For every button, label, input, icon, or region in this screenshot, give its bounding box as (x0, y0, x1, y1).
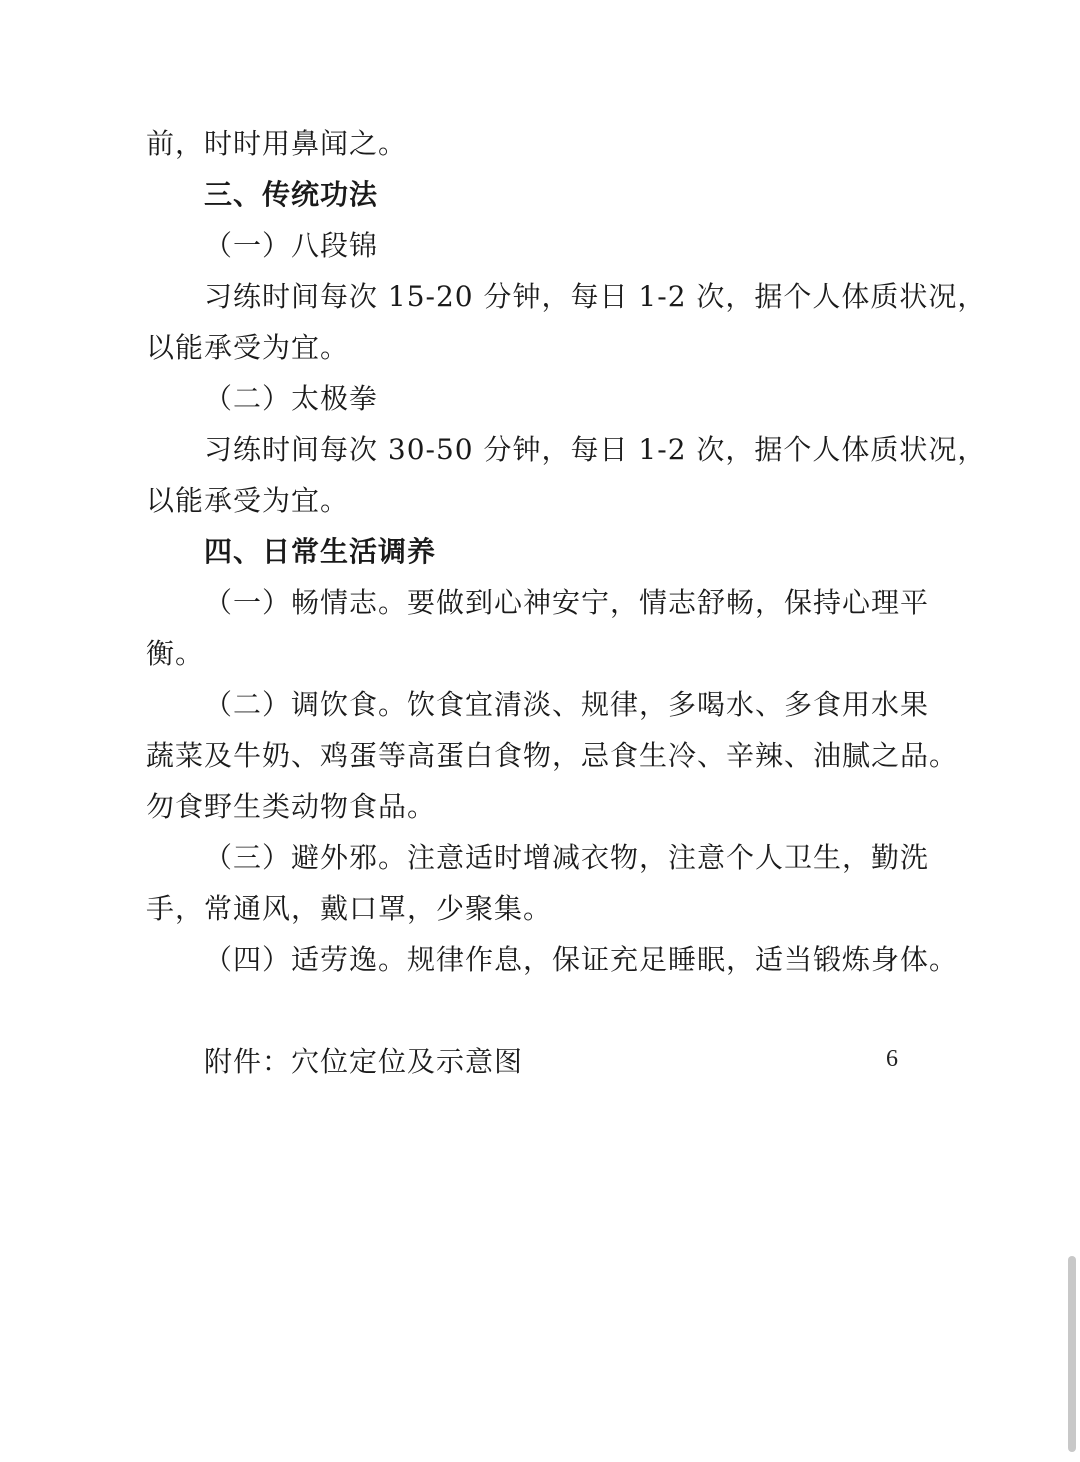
paragraph-line: 习练时间每次 30-50 分钟，每日 1-2 次，据个人体质状况， (204, 433, 987, 466)
subheading-baduanjin: （一）八段锦 (204, 229, 379, 262)
paragraph-line: 勿食野生类动物食品。 (146, 790, 437, 823)
paragraph-line: 以能承受为宜。 (146, 484, 350, 517)
paragraph-line: 以能承受为宜。 (146, 331, 350, 364)
subheading-taijiquan: （二）太极拳 (204, 382, 379, 415)
section-heading-traditional-exercises: 三、传统功法 (204, 178, 379, 211)
paragraph-line: （二）调饮食。饮食宜清淡、规律，多喝水、多食用水果 (204, 688, 930, 721)
paragraph-line: 前，时时用鼻闻之。 (146, 127, 408, 160)
section-heading-daily-life: 四、日常生活调养 (204, 535, 437, 568)
blank-line (146, 985, 946, 1036)
paragraph-line: （四）适劳逸。规律作息，保证充足睡眠，适当锻炼身体。 (204, 943, 959, 976)
paragraph-line: 蔬菜及牛奶、鸡蛋等高蛋白食物，忌食生冷、辛辣、油腻之品。 (146, 739, 959, 772)
paragraph-line: （三）避外邪。注意适时增减衣物，注意个人卫生，勤洗 (204, 841, 930, 874)
paragraph-line: 衡。 (146, 637, 205, 670)
scrollbar-thumb[interactable] (1068, 1256, 1076, 1452)
attachment-note: 附件：穴位定位及示意图 (204, 1045, 524, 1078)
paragraph-line: 手，常通风，戴口罩，少聚集。 (146, 892, 553, 925)
page-number: 6 (886, 1046, 898, 1072)
paragraph-line: 习练时间每次 15-20 分钟，每日 1-2 次，据个人体质状况， (204, 280, 987, 313)
document-body (146, 118, 987, 1087)
paragraph-line: （一）畅情志。要做到心神安宁，情志舒畅，保持心理平 (204, 586, 930, 619)
